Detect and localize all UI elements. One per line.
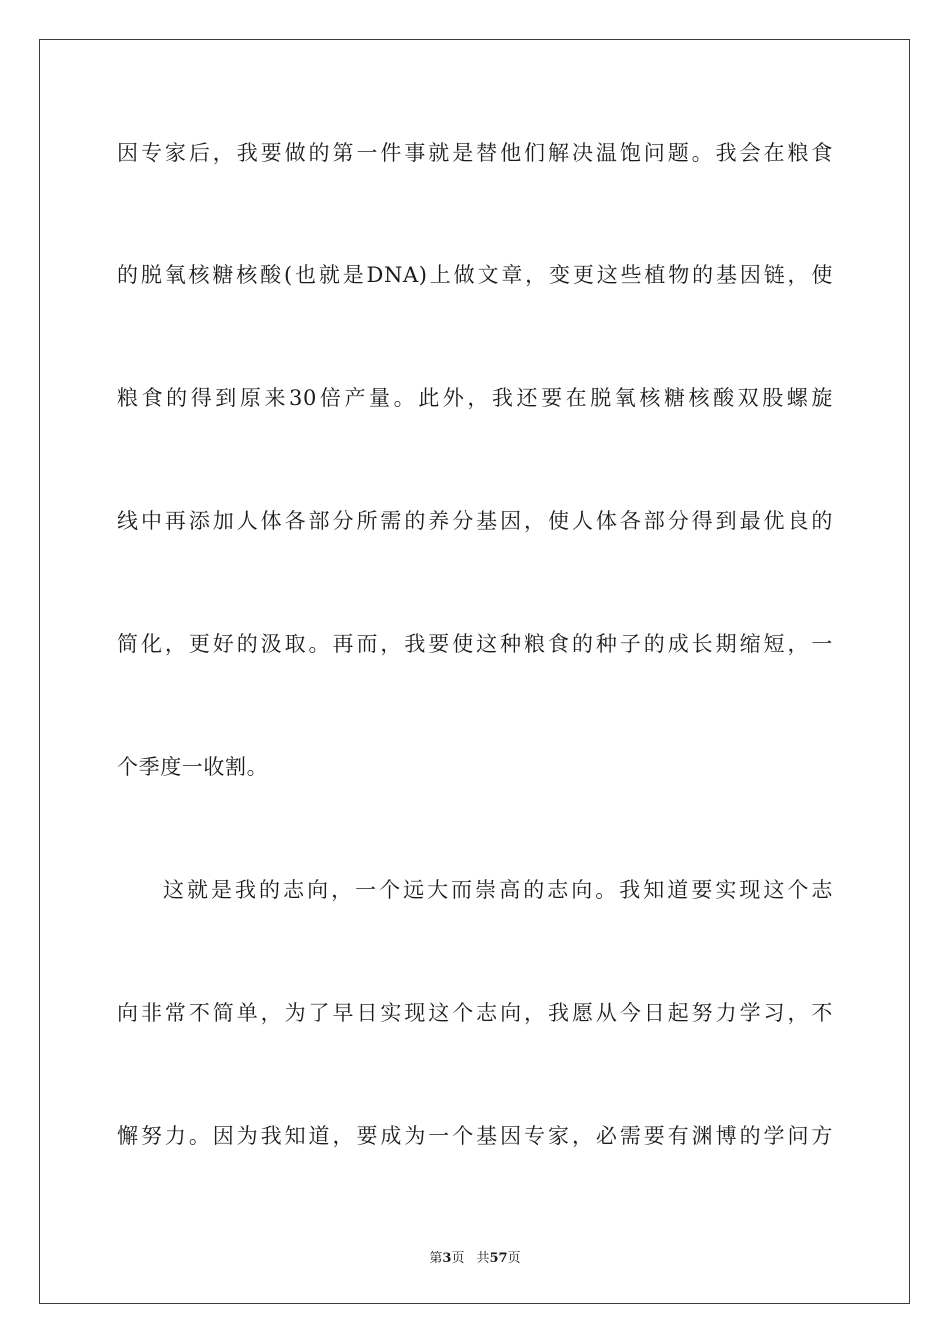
body-line-6: 个季度一收割。: [117, 755, 269, 779]
page-number: 3: [442, 1251, 452, 1266]
body-line-5: 简化，更好的汲取。再而，我要使这种粮食的种子的成长期缩短，一: [117, 632, 833, 656]
body-line-3: 粮食的得到原来30倍产量。此外，我还要在脱氧核糖核酸双股螺旋: [117, 386, 833, 410]
body-line-7: 这就是我的志向，一个远大而崇高的志向。我知道要实现这个志: [163, 878, 833, 902]
page-suffix: 页: [451, 1251, 465, 1266]
page-footer: [0, 1247, 950, 1266]
total-prefix: 共: [476, 1251, 490, 1266]
total-pages: 57: [489, 1251, 508, 1266]
body-line-8: 向非常不简单，为了早日实现这个志向，我愿从今日起努力学习，不: [117, 1001, 833, 1025]
total-suffix: 页: [507, 1251, 521, 1266]
page-border: [39, 39, 910, 1304]
page-prefix: 第: [429, 1251, 443, 1266]
body-line-9: 懈努力。因为我知道，要成为一个基因专家，必需要有渊博的学问方: [117, 1124, 833, 1148]
body-line-1: 因专家后，我要做的第一件事就是替他们解决温饱问题。我会在粮食: [117, 141, 833, 165]
body-line-2: 的脱氧核糖核酸(也就是DNA)上做文章，变更这些植物的基因链，使: [117, 263, 833, 287]
body-line-4: 线中再添加人体各部分所需的养分基因，使人体各部分得到最优良的: [117, 509, 833, 533]
